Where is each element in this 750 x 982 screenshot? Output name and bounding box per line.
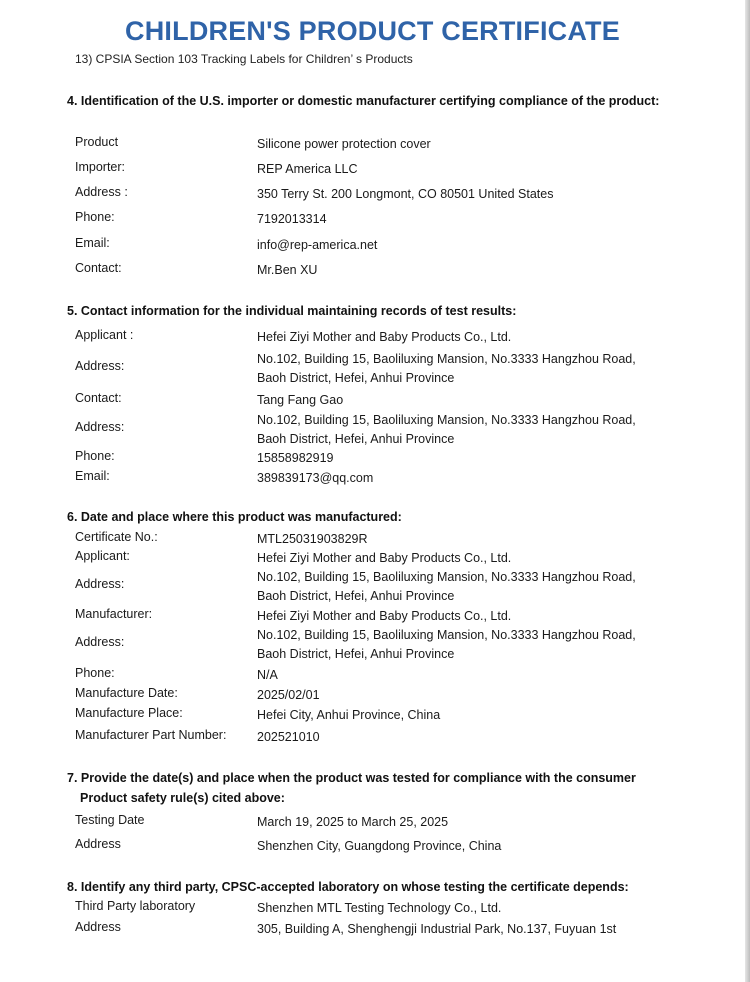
field-value: REP America LLC <box>257 162 358 176</box>
section7-heading <box>67 768 687 808</box>
field-value: MTL25031903829R <box>257 532 368 546</box>
field-value: Tang Fang Gao <box>257 393 344 407</box>
field-value: Shenzhen MTL Testing Technology Co., Ltd. <box>257 901 502 915</box>
field-label: Manufacture Date: <box>75 686 178 700</box>
field-value-line: Baoh District, Hefei, Anhui Province <box>257 371 455 385</box>
field-label: Contact: <box>75 391 122 405</box>
field-value: 350 Terry St. 200 Longmont, CO 80501 United States <box>257 187 554 201</box>
field-value-line: Baoh District, Hefei, Anhui Province <box>257 432 455 446</box>
page-edge-divider <box>745 0 750 982</box>
field-label: Address: <box>75 577 125 591</box>
page-subtitle: 13) CPSIA Section 103 Tracking Labels for Children’ s Products <box>75 52 413 66</box>
field-value <box>257 350 677 388</box>
field-value: 389839173@qq.com <box>257 471 374 485</box>
section8-heading: 8. Identify any third party, CPSC-accepted laboratory on whose testing the certificate depends: <box>67 880 629 894</box>
field-label: Address : <box>75 185 128 199</box>
field-label: Applicant: <box>75 549 130 563</box>
field-label: Address: <box>75 635 125 649</box>
field-label: Address: <box>75 420 125 434</box>
field-value <box>257 411 677 449</box>
section4-heading: 4. Identification of the U.S. importer or domestic manufacturer certifying compliance of the product: <box>67 94 660 108</box>
field-value: March 19, 2025 to March 25, 2025 <box>257 815 449 829</box>
field-value: 15858982919 <box>257 451 334 465</box>
field-value: Shenzhen City, Guangdong Province, China <box>257 839 502 853</box>
field-label: Testing Date <box>75 813 145 827</box>
section7-heading-line: Product safety rule(s) cited above: <box>80 791 285 805</box>
field-label: Address <box>75 920 121 934</box>
field-value-line: No.102, Building 15, Baoliluxing Mansion, No.3333 Hangzhou Road, <box>257 570 636 584</box>
field-value: Silicone power protection cover <box>257 137 431 151</box>
field-label: Phone: <box>75 210 115 224</box>
field-label: Third Party laboratory <box>75 899 196 913</box>
field-label: Importer: <box>75 160 126 174</box>
field-value-line: No.102, Building 15, Baoliluxing Mansion, No.3333 Hangzhou Road, <box>257 413 636 427</box>
field-value: 2025/02/01 <box>257 688 320 702</box>
field-value <box>257 626 677 664</box>
field-value: Hefei City, Anhui Province, China <box>257 708 441 722</box>
page-title: CHILDREN'S PRODUCT CERTIFICATE <box>125 16 620 46</box>
field-label: Certificate No.: <box>75 530 158 544</box>
field-label: Address: <box>75 359 125 373</box>
field-label: Manufacturer: <box>75 607 153 621</box>
field-value <box>257 568 677 606</box>
field-label: Email: <box>75 236 110 250</box>
field-label: Manufacture Place: <box>75 706 183 720</box>
field-label: Phone: <box>75 666 115 680</box>
field-value: 7192013314 <box>257 212 327 226</box>
field-label: Email: <box>75 469 110 483</box>
section5-heading: 5. Contact information for the individual maintaining records of test results: <box>67 304 517 318</box>
field-label: Phone: <box>75 449 115 463</box>
field-value-line: No.102, Building 15, Baoliluxing Mansion, No.3333 Hangzhou Road, <box>257 628 636 642</box>
field-label: Product <box>75 135 119 149</box>
field-value: 202521010 <box>257 730 320 744</box>
field-value: 305, Building A, Shenghengji Industrial Park, No.137, Fuyuan 1st <box>257 922 617 936</box>
field-value: info@rep-america.net <box>257 238 378 252</box>
field-value: Hefei Ziyi Mother and Baby Products Co., Ltd. <box>257 551 512 565</box>
field-value-line: No.102, Building 15, Baoliluxing Mansion, No.3333 Hangzhou Road, <box>257 352 636 366</box>
field-label: Manufacturer Part Number: <box>75 728 227 742</box>
field-label: Contact: <box>75 261 122 275</box>
section6-heading: 6. Date and place where this product was manufactured: <box>67 510 402 524</box>
field-value-line: Baoh District, Hefei, Anhui Province <box>257 647 455 661</box>
field-label: Applicant : <box>75 328 134 342</box>
field-value: N/A <box>257 668 278 682</box>
section7-heading-line: 7. Provide the date(s) and place when the product was tested for compliance with the consumer <box>67 771 636 785</box>
field-value-line: Baoh District, Hefei, Anhui Province <box>257 589 455 603</box>
field-value: Hefei Ziyi Mother and Baby Products Co., Ltd. <box>257 609 512 623</box>
field-value: Mr.Ben XU <box>257 263 318 277</box>
field-value: Hefei Ziyi Mother and Baby Products Co., Ltd. <box>257 330 512 344</box>
field-label: Address <box>75 837 121 851</box>
